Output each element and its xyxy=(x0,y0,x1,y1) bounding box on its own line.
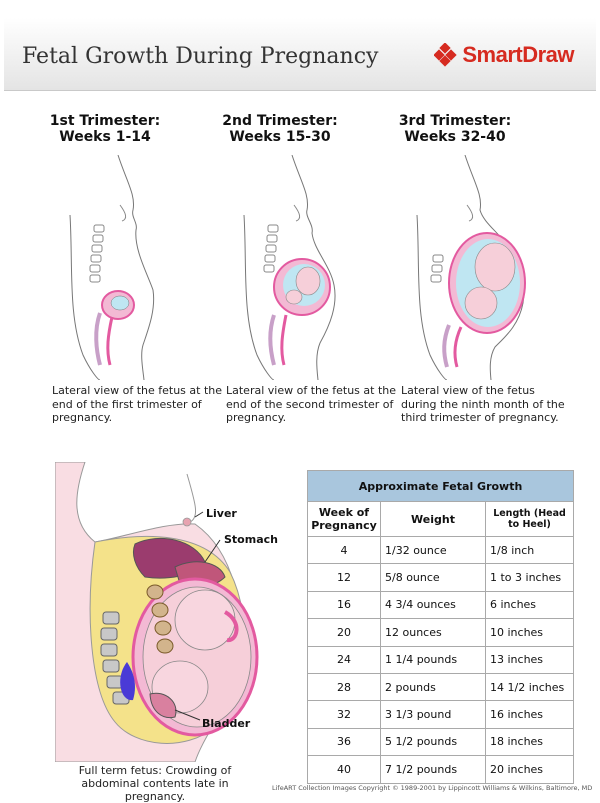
weight-cell: 7 1/2 pounds xyxy=(381,756,486,783)
fetal-growth-table xyxy=(307,470,574,784)
trimester-2-illustration xyxy=(222,155,392,380)
column-header-length: Length (Head to Heel) xyxy=(486,502,574,537)
length-cell: 18 inches xyxy=(486,728,574,755)
table-title: Approximate Fetal Growth xyxy=(308,471,574,502)
length-cell: 20 inches xyxy=(486,756,574,783)
weight-cell: 2 pounds xyxy=(381,673,486,700)
length-cell: 16 inches xyxy=(486,701,574,728)
page-title: Fetal Growth During Pregnancy xyxy=(22,44,379,69)
table-row xyxy=(308,756,574,783)
column-header-weight: Weight xyxy=(381,502,486,537)
trimester-3-heading: 3rd Trimester: Weeks 32-40 xyxy=(398,113,512,145)
bladder-label: Bladder xyxy=(202,717,251,730)
trimester-1-caption: Lateral view of the fetus at the end of the first trimester of pregnancy. xyxy=(52,384,222,424)
table-body xyxy=(308,537,574,784)
column-header-week: Week of Pregnancy xyxy=(308,502,381,537)
trimester-3-caption: Lateral view of the fetus during the ninth month of the third trimester of pregnancy. xyxy=(401,384,565,424)
week-cell: 36 xyxy=(308,728,381,755)
table-row xyxy=(308,646,574,673)
weight-cell: 5 1/2 pounds xyxy=(381,728,486,755)
length-cell: 6 inches xyxy=(486,591,574,618)
full-term-illustration xyxy=(55,462,290,762)
weight-cell: 12 ounces xyxy=(381,619,486,646)
table-row xyxy=(308,728,574,755)
table-row xyxy=(308,537,574,564)
table-row xyxy=(308,591,574,618)
trimester-2-heading: 2nd Trimester: Weeks 15-30 xyxy=(222,113,338,145)
week-cell: 4 xyxy=(308,537,381,564)
length-cell: 1 to 3 inches xyxy=(486,564,574,591)
length-cell: 14 1/2 inches xyxy=(486,673,574,700)
full-term-caption: Full term fetus: Crowding of abdominal contents late in pregnancy. xyxy=(78,764,232,803)
trimester-2-caption: Lateral view of the fetus at the end of the second trimester of pregnancy. xyxy=(226,384,396,424)
stomach-label: Stomach xyxy=(224,533,278,546)
week-cell: 32 xyxy=(308,701,381,728)
weight-cell: 1 1/4 pounds xyxy=(381,646,486,673)
length-cell: 13 inches xyxy=(486,646,574,673)
trimester-1-illustration xyxy=(48,155,218,380)
trimester-1-heading: 1st Trimester: Weeks 1-14 xyxy=(49,113,161,145)
table-row xyxy=(308,701,574,728)
week-cell: 40 xyxy=(308,756,381,783)
week-cell: 20 xyxy=(308,619,381,646)
table-row xyxy=(308,564,574,591)
length-cell: 1/8 inch xyxy=(486,537,574,564)
liver-label: Liver xyxy=(206,507,237,520)
weight-cell: 4 3/4 ounces xyxy=(381,591,486,618)
smartdraw-diamond-icon xyxy=(434,43,458,67)
copyright-notice: LifeART Collection Images Copyright © 1989-2001 by Lippincott Williams & Wilkins, Baltimore, MD xyxy=(272,784,593,792)
table-row xyxy=(308,673,574,700)
trimester-3-illustration xyxy=(395,155,565,380)
smartdraw-logo xyxy=(434,42,574,68)
weight-cell: 1/32 ounce xyxy=(381,537,486,564)
logo-text: SmartDraw xyxy=(462,42,574,67)
length-cell: 10 inches xyxy=(486,619,574,646)
week-cell: 28 xyxy=(308,673,381,700)
weight-cell: 3 1/3 pound xyxy=(381,701,486,728)
table-row xyxy=(308,619,574,646)
weight-cell: 5/8 ounce xyxy=(381,564,486,591)
header-banner xyxy=(4,18,596,91)
week-cell: 12 xyxy=(308,564,381,591)
week-cell: 16 xyxy=(308,591,381,618)
week-cell: 24 xyxy=(308,646,381,673)
